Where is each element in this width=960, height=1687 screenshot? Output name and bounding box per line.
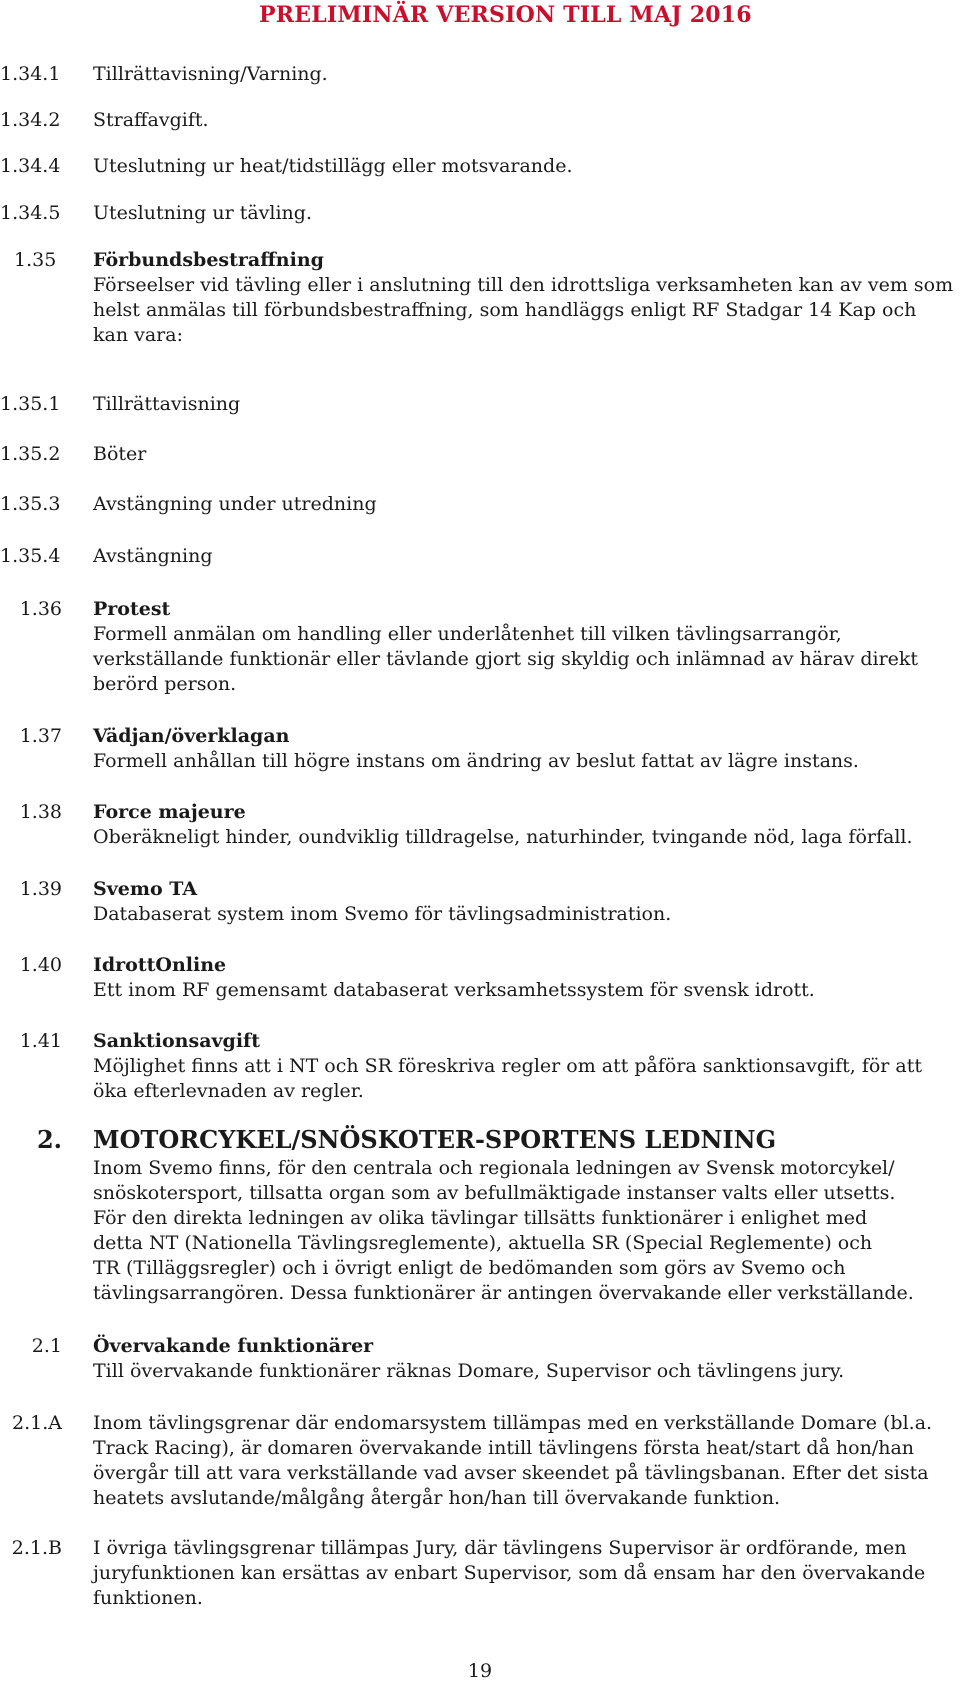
section-number: 2.1.B — [11, 1537, 62, 1559]
paragraph-line: Inom tävlingsgrenar där endomarsystem tillämpas med en verkställande Domare (bl.a. — [93, 1412, 933, 1434]
paragraph-line: För den direkta ledningen av olika tävlingar tillsätts funktionärer i enlighet med — [93, 1207, 868, 1229]
paragraph-line: juryfunktionen kan ersättas av enbart Supervisor, som då ensam har den övervakande — [93, 1562, 926, 1584]
section-number: 1.38 — [19, 801, 62, 823]
section-number: 1.35 — [14, 249, 57, 271]
paragraph-line: Formell anhållan till högre instans om ändring av beslut fattat av lägre instans. — [93, 750, 859, 772]
section-title: Förbundsbestraffning — [93, 249, 324, 271]
item-number: 1.35.2 — [0, 443, 61, 465]
chapter-number: 2. — [36, 1125, 62, 1154]
item-text: Tillrättavisning — [93, 393, 241, 415]
section-title: Vädjan/överklagan — [93, 725, 290, 747]
section-title: Force majeure — [93, 801, 246, 823]
item-text: Avstängning — [93, 545, 213, 567]
paragraph-line: heatets avslutande/målgång återgår hon/han till övervakande funktion. — [93, 1487, 781, 1509]
chapter-title: MOTORCYKEL/SNÖSKOTER-SPORTENS LEDNING — [93, 1125, 777, 1154]
paragraph-line: kan vara: — [93, 324, 183, 346]
item-text: Straffavgift. — [93, 109, 209, 131]
paragraph-line: Track Racing), är domaren övervakande intill tävlingens första heat/start då hon/han — [93, 1437, 915, 1459]
paragraph-line: Förseelser vid tävling eller i anslutning till den idrottsliga verksamheten kan av vem som — [93, 274, 954, 296]
section-title: Svemo TA — [93, 878, 198, 900]
paragraph-line: Ett inom RF gemensamt databaserat verksamhetssystem för svensk idrott. — [93, 979, 815, 1001]
paragraph-line: detta NT (Nationella Tävlingsreglemente), aktuella SR (Special Reglemente) och — [93, 1232, 873, 1254]
section-number: 1.36 — [19, 598, 62, 620]
section-number: 1.41 — [19, 1030, 62, 1052]
section-title: IdrottOnline — [93, 954, 227, 976]
item-number: 1.34.2 — [0, 109, 61, 131]
item-number: 1.34.5 — [0, 202, 61, 224]
paragraph-line: Oberäkneligt hinder, oundviklig tilldragelse, naturhinder, tvingande nöd, laga förfall. — [93, 826, 913, 848]
section-title: Övervakande funktionärer — [93, 1335, 374, 1357]
paragraph-line: I övriga tävlingsgrenar tillämpas Jury, där tävlingens Supervisor är ordförande, men — [93, 1537, 907, 1559]
preliminary-header: PRELIMINÄR VERSION TILL MAJ 2016 — [259, 2, 752, 28]
paragraph-line: Databaserat system inom Svemo för tävlingsadministration. — [93, 903, 672, 925]
paragraph-line: helst anmälas till förbundsbestraffning, som handläggs enligt RF Stadgar 14 Kap och — [93, 299, 917, 321]
page-number: 19 — [467, 1660, 493, 1682]
section-number: 1.40 — [19, 954, 62, 976]
item-number: 1.34.4 — [0, 155, 61, 177]
section-title: Sanktionsavgift — [93, 1030, 260, 1052]
item-text: Avstängning under utredning — [93, 493, 377, 515]
paragraph-line: Inom Svemo finns, för den centrala och regionala ledningen av Svensk motorcykel/ — [93, 1157, 895, 1179]
paragraph-line: verkställande funktionär eller tävlande gjort sig skyldig och inlämnad av härav direkt — [93, 648, 919, 670]
item-text: Böter — [93, 443, 147, 465]
paragraph-line: tävlingsarrangören. Dessa funktionärer är antingen övervakande eller verkställande. — [93, 1282, 914, 1304]
paragraph-line: funktionen. — [93, 1587, 203, 1609]
paragraph-line: TR (Tilläggsregler) och i övrigt enligt de bedömanden som görs av Svemo och — [93, 1257, 846, 1279]
item-number: 1.35.4 — [0, 545, 61, 567]
item-text: Uteslutning ur heat/tidstillägg eller motsvarande. — [93, 155, 573, 177]
item-number: 1.35.1 — [0, 393, 61, 415]
paragraph-line: Till övervakande funktionärer räknas Domare, Supervisor och tävlingens jury. — [93, 1360, 845, 1382]
section-number: 1.39 — [19, 878, 62, 900]
item-text: Tillrättavisning/Varning. — [93, 63, 328, 85]
paragraph-line: berörd person. — [93, 673, 237, 695]
item-number: 1.35.3 — [0, 493, 61, 515]
paragraph-line: Möjlighet finns att i NT och SR föreskriva regler om att påföra sanktionsavgift, för att — [93, 1055, 923, 1077]
paragraph-line: öka efterlevnaden av regler. — [93, 1080, 364, 1102]
section-number: 2.1.A — [12, 1412, 62, 1434]
section-number: 2.1 — [31, 1335, 62, 1357]
section-title: Protest — [93, 598, 171, 620]
item-number: 1.34.1 — [0, 63, 61, 85]
section-number: 1.37 — [19, 725, 62, 747]
paragraph-line: Formell anmälan om handling eller underlåtenhet till vilken tävlingsarrangör, — [93, 623, 842, 645]
paragraph-line: snöskotersport, tillsatta organ som av befullmäktigade instanser valts eller utsetts. — [93, 1182, 896, 1204]
paragraph-line: övergår till att vara verkställande vad avser skeendet på tävlingsbanan. Efter det sista — [93, 1462, 929, 1484]
item-text: Uteslutning ur tävling. — [93, 202, 312, 224]
